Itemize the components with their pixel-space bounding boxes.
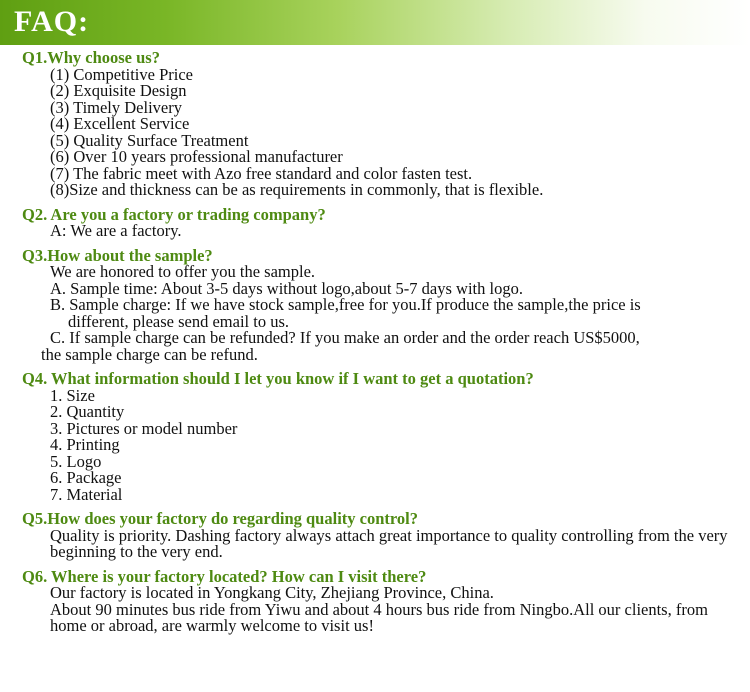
answer-line: (5) Quality Surface Treatment	[50, 130, 249, 150]
answer-line: Quality is priority. Dashing factory always attach great importance to quality controlling from the very beginning to the very end.	[50, 525, 728, 561]
answer-line: 6. Package	[50, 468, 122, 487]
faq-list	[0, 50, 750, 643]
question-heading: Q1.Why choose us?	[22, 48, 160, 67]
banner-title: FAQ:	[14, 5, 90, 38]
faq-item-q3	[0, 245, 750, 364]
answer-block	[0, 385, 750, 504]
answer-line: A: We are a factory.	[50, 221, 182, 240]
answer-line: (6) Over 10 years professional manufacturer	[50, 147, 343, 166]
answer-block	[0, 64, 750, 199]
faq-item-q2	[0, 204, 750, 240]
faq-item-q6	[0, 566, 750, 635]
answer-line: Our factory is located in Yongkang City, Zhejiang Province, China.	[50, 583, 494, 602]
answer-line: (3) Timely Delivery	[50, 97, 182, 117]
answer-line: 5. Logo	[50, 451, 102, 471]
faq-item-q1	[0, 50, 750, 199]
answer-line: B. Sample charge: If we have stock sample,free for you.If produce the sample,the price is	[50, 295, 641, 314]
answer-line: About 90 minutes bus ride from Yiwu and about 4 hours bus ride from Ningbo.All our clients, from home or abroad, are warmly welcome to visit us!	[50, 599, 708, 635]
answer-line: (8)Size and thickness can be as requirements in commonly, that is flexible.	[50, 180, 544, 199]
faq-item-q5	[0, 511, 750, 561]
answer-line: (1) Competitive Price	[50, 64, 193, 84]
question-heading: Q5.How does your factory do regarding quality control?	[22, 509, 418, 528]
answer-line: 2. Quantity	[50, 402, 125, 421]
question-heading: Q6. Where is your factory located? How can I visit there?	[22, 566, 427, 586]
answer-line: the sample charge can be refund.	[41, 344, 258, 364]
answer-block	[0, 525, 750, 561]
answer-line: 3. Pictures or model number	[50, 418, 238, 438]
faq-item-q4	[0, 371, 750, 503]
answer-line: C. If sample charge can be refunded? If you make an order and the order reach US$5000,	[50, 328, 640, 347]
answer-block	[0, 264, 750, 363]
answer-block	[0, 585, 750, 635]
answer-line: (4) Excellent Service	[50, 114, 190, 133]
answer-line: different, please send email to us.	[68, 311, 290, 331]
answer-line: 1. Size	[50, 385, 95, 405]
answer-line: (2) Exquisite Design	[50, 81, 187, 100]
question-heading: Q4. What information should I let you know if I want to get a quotation?	[22, 369, 534, 388]
faq-banner	[0, 0, 750, 45]
answer-line: We are honored to offer you the sample.	[50, 262, 316, 281]
answer-line: A. Sample time: About 3-5 days without logo,about 5-7 days with logo.	[50, 278, 523, 298]
answer-line: (7) The fabric meet with Azo free standard and color fasten test.	[50, 163, 473, 183]
answer-line: 4. Printing	[50, 435, 120, 454]
answer-block	[0, 223, 750, 240]
question-heading: Q3.How about the sample?	[22, 245, 213, 265]
question-heading: Q2. Are you a factory or trading company?	[22, 204, 326, 224]
answer-line: 7. Material	[50, 484, 123, 504]
